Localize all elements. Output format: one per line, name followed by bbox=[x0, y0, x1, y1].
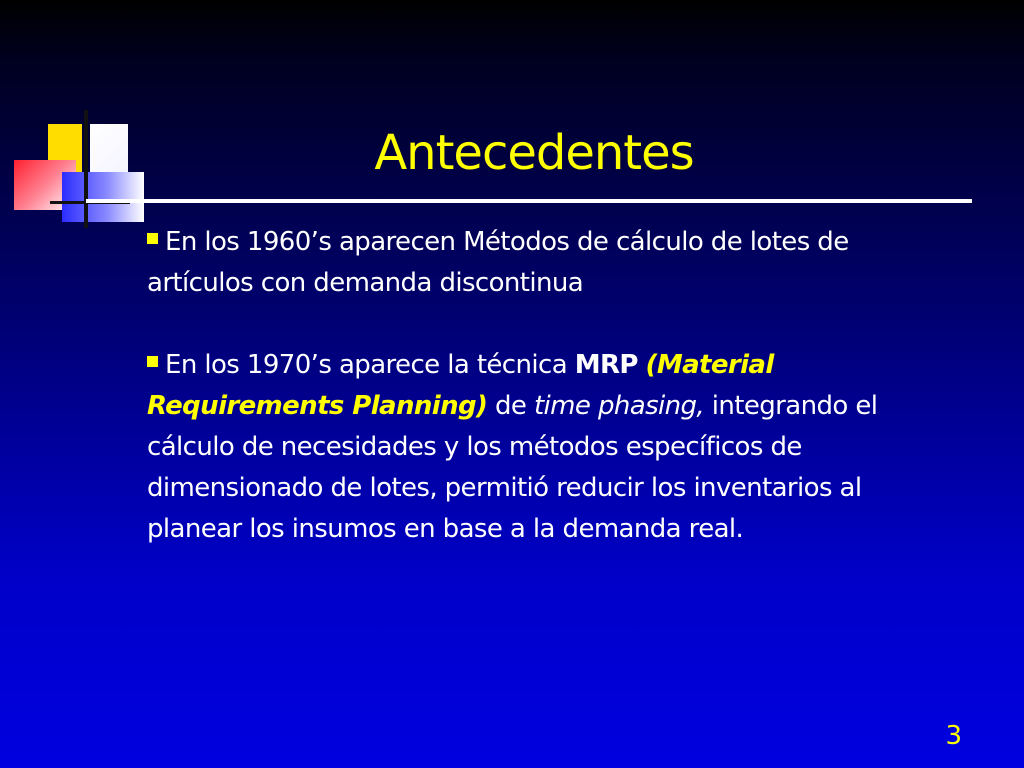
slide-body bbox=[147, 222, 962, 550]
bullet-text-before: En los 1970’s aparece la técnica bbox=[165, 350, 575, 380]
bullet-item-1960s bbox=[147, 222, 962, 304]
logo-vertical-line bbox=[84, 110, 88, 228]
white-square bbox=[90, 124, 128, 176]
blue-square bbox=[62, 172, 144, 222]
square-bullet-icon bbox=[147, 233, 158, 244]
bullet-item-1970s bbox=[147, 345, 962, 550]
page-number: 3 bbox=[945, 721, 962, 751]
time-phasing-term: time phasing, bbox=[533, 391, 705, 421]
bullet-text: En los 1960’s aparecen Métodos de cálculo de lotes de artículos con demanda discontinua bbox=[147, 227, 849, 298]
mrp-term-close: ) bbox=[476, 391, 488, 421]
mrp-term-open: (Material Requirements Planning bbox=[147, 350, 774, 421]
square-bullet-icon bbox=[147, 356, 158, 367]
title-divider bbox=[86, 199, 972, 203]
slide-title: Antecedentes bbox=[374, 125, 694, 181]
mrp-acronym: MRP bbox=[574, 350, 638, 380]
bullet-text-mid: de bbox=[487, 391, 534, 421]
bullet-text-after: integrando el cálculo de necesidades y los métodos específicos de dimensionado de lotes, permitió reducir los inventarios al planear los insumos en base a la demanda real. bbox=[147, 391, 878, 544]
